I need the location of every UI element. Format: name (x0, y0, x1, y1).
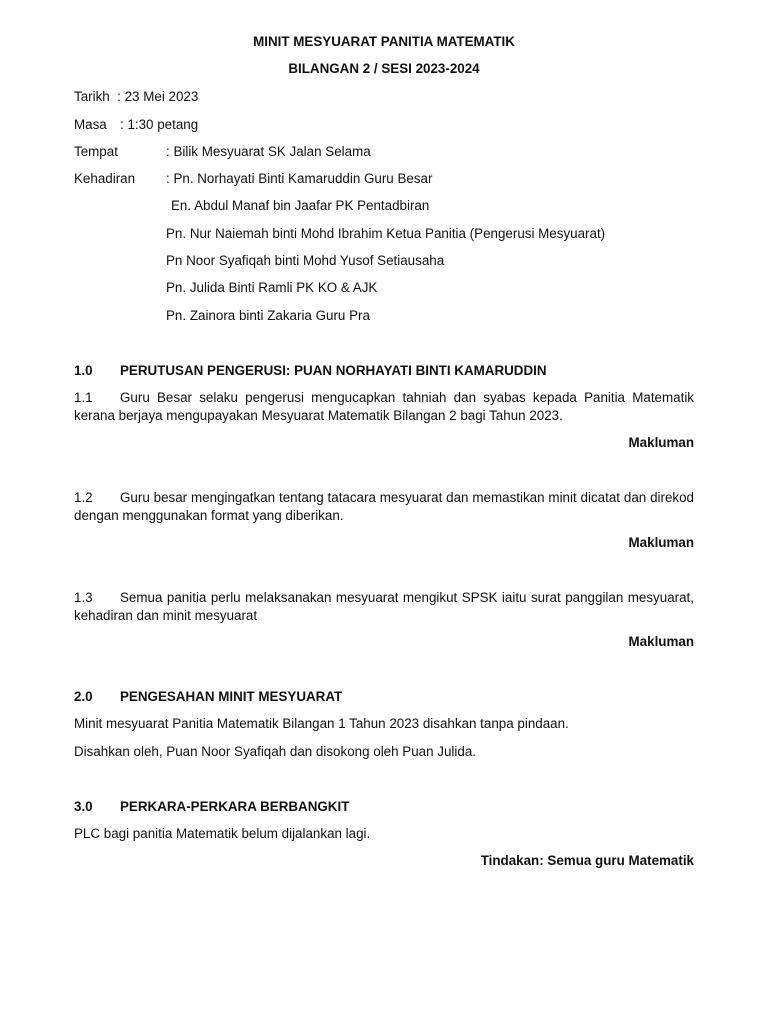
section-title: PENGESAHAN MINIT MESYUARAT (120, 689, 343, 704)
attendee-4: Pn Noor Syafiqah binti Mohd Yusof Setiausaha (166, 253, 445, 268)
masa-label: Masa (74, 117, 107, 132)
section-number: 3.0 (74, 799, 93, 814)
masa-row (74, 116, 198, 134)
section-3-heading (74, 798, 349, 816)
document-title: MINIT MESYUARAT PANITIA MATEMATIK (253, 34, 515, 49)
item-text: Semua panitia perlu melaksanakan mesyuarat mengikut SPSK iaitu surat panggilan mesyuarat, kehadiran dan minit mesyuarat (74, 590, 694, 623)
tarikh-row (74, 88, 198, 106)
section-1-heading (74, 362, 547, 380)
tarikh-label: Tarikh (74, 89, 110, 104)
section-number: 1.0 (74, 363, 93, 378)
section-2-line-1: Minit mesyuarat Panitia Matematik Bilangan 1 Tahun 2023 disahkan tanpa pindaan. (74, 716, 569, 731)
item-1-1 (74, 389, 694, 425)
document-subtitle: BILANGAN 2 / SESI 2023-2024 (288, 61, 480, 76)
section-3-line-1: PLC bagi panitia Matematik belum dijalankan lagi. (74, 826, 371, 841)
section-number: 2.0 (74, 689, 93, 704)
item-number: 1.3 (74, 590, 93, 605)
item-1-2 (74, 489, 694, 525)
section-3-action: Tindakan: Semua guru Matematik (480, 853, 694, 868)
attendee-2: En. Abdul Manaf bin Jaafar PK Pentadbiran (171, 198, 430, 213)
masa-value: : 1:30 petang (120, 117, 199, 132)
item-number: 1.1 (74, 390, 93, 405)
attendee-5: Pn. Julida Binti Ramli PK KO & AJK (166, 280, 378, 295)
tempat-row (74, 143, 371, 161)
kehadiran-row (74, 170, 432, 188)
kehadiran-label: Kehadiran (74, 171, 136, 186)
section-2-heading (74, 688, 342, 706)
attendee-6: Pn. Zainora binti Zakaria Guru Pra (166, 308, 370, 323)
document-page (74, 0, 694, 1024)
tarikh-value: : 23 Mei 2023 (117, 89, 199, 104)
item-number: 1.2 (74, 490, 93, 505)
tempat-label: Tempat (74, 144, 118, 159)
section-2-line-2: Disahkan oleh, Puan Noor Syafiqah dan disokong oleh Puan Julida. (74, 744, 476, 759)
item-1-1-action: Makluman (628, 435, 694, 450)
item-text: Guru besar mengingatkan tentang tatacara mesyuarat dan memastikan minit dicatat dan direkod dengan menggunakan format yang diberikan. (74, 490, 694, 523)
item-text: Guru Besar selaku pengerusi mengucapkan tahniah dan syabas kepada Panitia Matematik kerana berjaya mengupayakan Mesyuarat Matematik Bilangan 2 bagi Tahun 2023. (74, 390, 694, 423)
attendee-3: Pn. Nur Naiemah binti Mohd Ibrahim Ketua Panitia (Pengerusi Mesyuarat) (166, 226, 606, 241)
item-1-3-action: Makluman (628, 634, 694, 649)
item-1-2-action: Makluman (628, 535, 694, 550)
tempat-value: : Bilik Mesyuarat SK Jalan Selama (166, 144, 371, 159)
item-1-3 (74, 589, 694, 625)
section-title: PERKARA-PERKARA BERBANGKIT (120, 799, 350, 814)
attendee-1: : Pn. Norhayati Binti Kamaruddin Guru Besar (166, 171, 433, 186)
section-title: PERUTUSAN PENGERUSI: PUAN NORHAYATI BINTI KAMARUDDIN (120, 363, 547, 378)
